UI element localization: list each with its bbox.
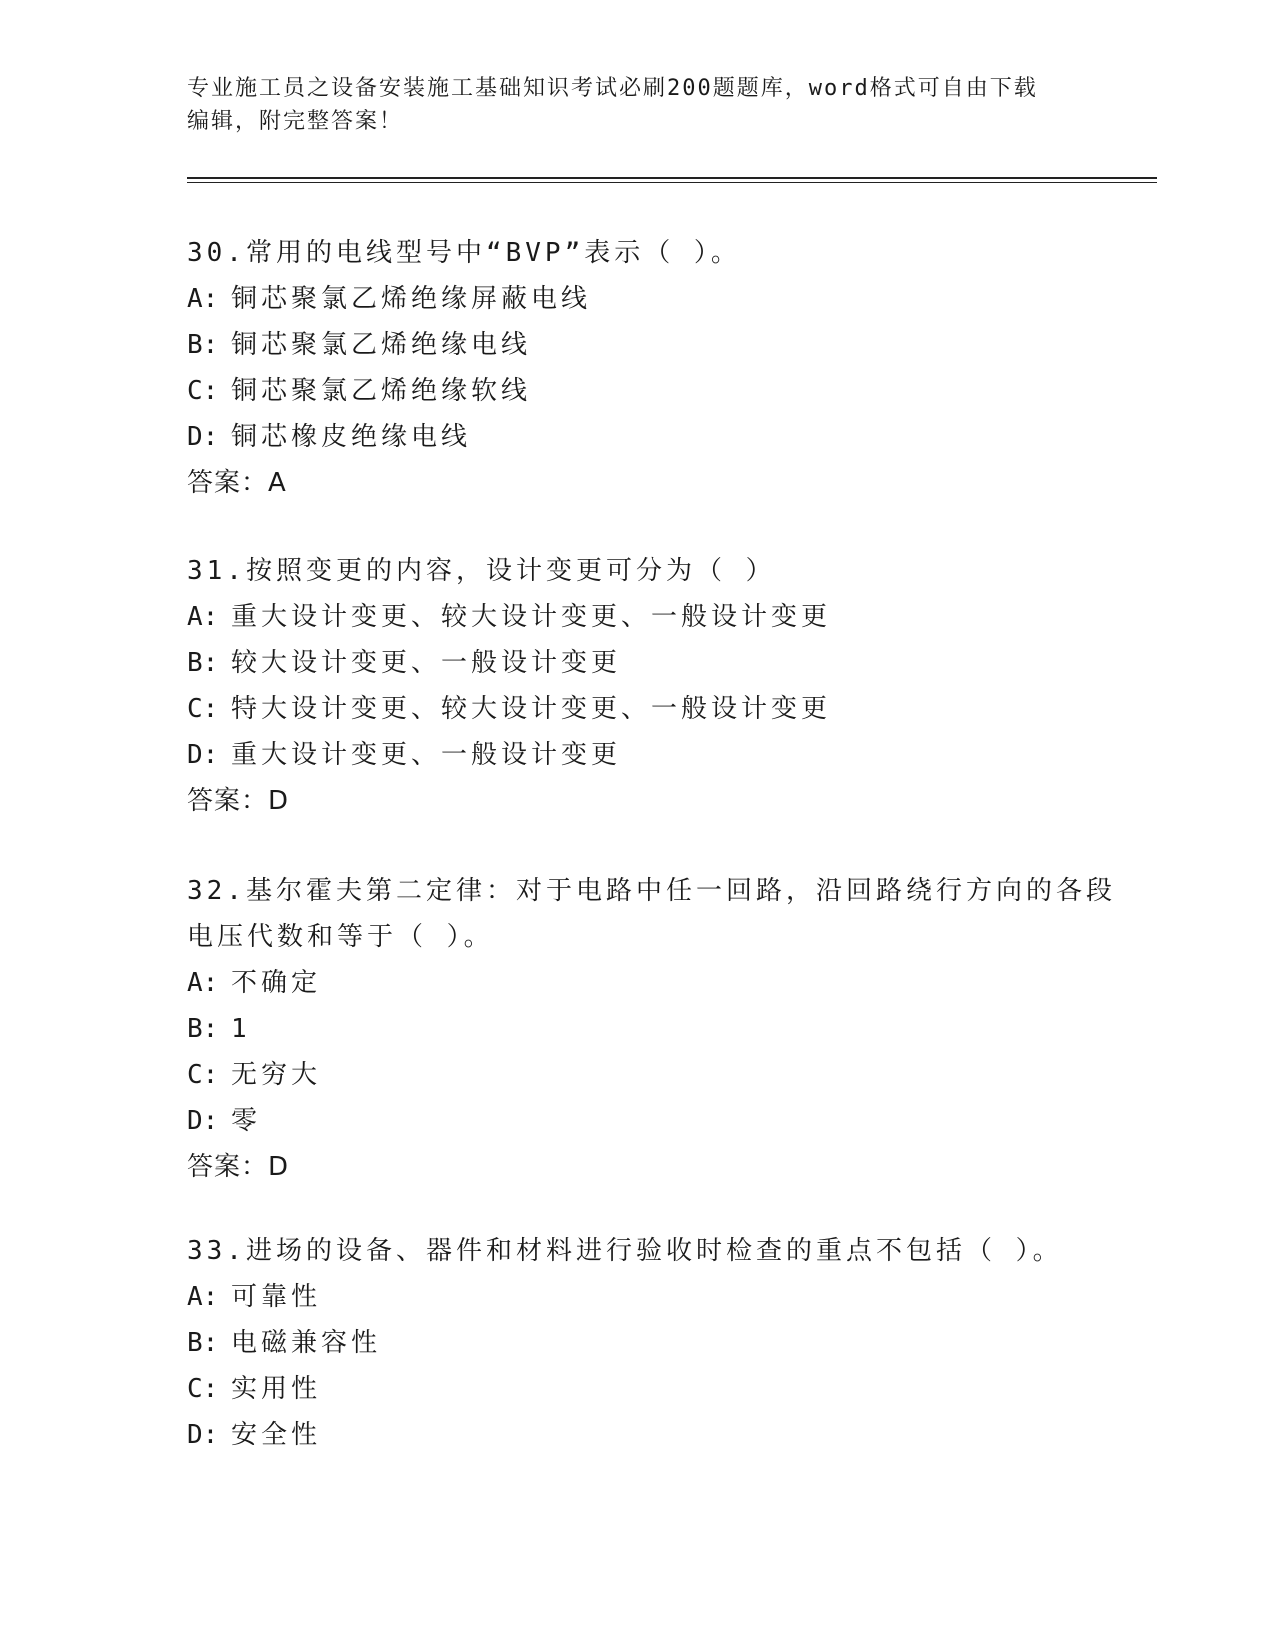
option-letter: D: [187,422,219,452]
option-c [187,368,1087,414]
option-letter: A: [187,1282,219,1312]
option-letter: B: [187,330,219,360]
option-b [187,1006,1087,1052]
option-b [187,1320,1087,1366]
question-31 [187,548,1087,824]
option-text: 1 [231,1014,251,1044]
option-a [187,1274,1087,1320]
option-letter: D: [187,1420,219,1450]
question-stem: 33.进场的设备、器件和材料进行验收时检查的重点不包括（ ）。 [187,1236,1063,1266]
option-text: 较大设计变更、一般设计变更 [231,648,622,678]
answer-label: 答案：D [187,786,290,816]
option-d [187,1412,1087,1458]
option-letter: B: [187,1328,219,1358]
option-a [187,960,1087,1006]
question-32 [187,868,1116,1190]
option-text: 安全性 [231,1420,322,1450]
option-letter: C: [187,1060,219,1090]
option-text: 重大设计变更、一般设计变更 [231,740,622,770]
option-letter: D: [187,1106,219,1136]
option-b [187,322,1087,368]
option-a [187,276,1087,322]
option-c [187,1366,1087,1412]
header-line-1: 专业施工员之设备安装施工基础知识考试必刷200题题库，word格式可自由下载 [187,76,1038,101]
option-letter: C: [187,1374,219,1404]
option-text: 零 [231,1106,262,1136]
option-text: 电磁兼容性 [231,1328,382,1358]
document-header [187,72,1087,138]
option-text: 特大设计变更、较大设计变更、一般设计变更 [231,694,832,724]
option-letter: C: [187,694,219,724]
header-line-2: 编辑，附完整答案！ [187,109,404,134]
option-letter: C: [187,376,219,406]
option-d [187,414,1087,460]
option-letter: A: [187,602,219,632]
option-text: 不确定 [231,968,322,998]
option-a [187,594,1087,640]
option-text: 无穷大 [231,1060,322,1090]
option-c [187,686,1087,732]
question-stem: 30.常用的电线型号中“BVP”表示（ ）。 [187,238,741,268]
question-stem-line-1: 32.基尔霍夫第二定律：对于电路中任一回路，沿回路绕行方向的各段 [187,876,1116,906]
question-stem: 31.按照变更的内容，设计变更可分为（ ） [187,556,776,586]
option-letter: A: [187,968,219,998]
option-text: 铜芯橡皮绝缘电线 [231,422,472,452]
header-divider [187,177,1157,183]
option-text: 铜芯聚氯乙烯绝缘屏蔽电线 [231,284,592,314]
option-letter: B: [187,1014,219,1044]
option-c [187,1052,1087,1098]
option-d [187,732,1087,778]
option-text: 可靠性 [231,1282,322,1312]
question-stem-line-2: 电压代数和等于（ ）。 [187,922,494,952]
question-30 [187,230,1087,506]
option-text: 铜芯聚氯乙烯绝缘软线 [231,376,532,406]
answer-label: 答案：A [187,468,287,498]
option-text: 重大设计变更、较大设计变更、一般设计变更 [231,602,832,632]
option-text: 铜芯聚氯乙烯绝缘电线 [231,330,532,360]
option-letter: B: [187,648,219,678]
option-letter: D: [187,740,219,770]
question-33 [187,1228,1087,1458]
option-text: 实用性 [231,1374,322,1404]
option-d [187,1098,1087,1144]
answer-label: 答案：D [187,1152,290,1182]
option-letter: A: [187,284,219,314]
option-b [187,640,1087,686]
